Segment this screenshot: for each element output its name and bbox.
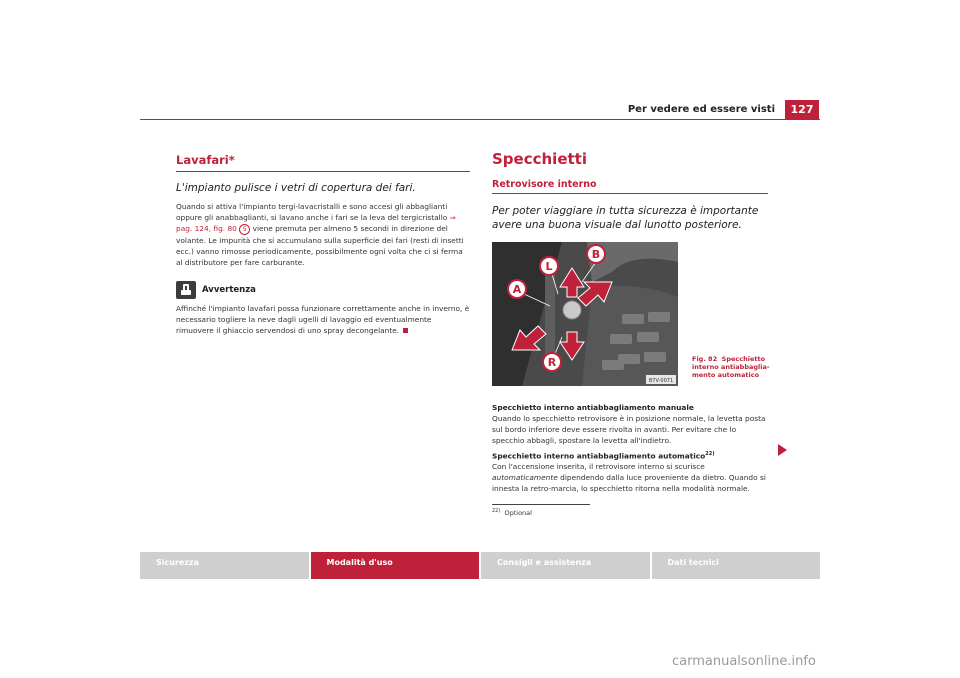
chapter-heading-specchietti: Specchietti <box>492 150 587 168</box>
figure-caption <box>692 355 772 379</box>
note-icon <box>176 281 196 299</box>
section-intro: Per poter viaggiare in tutta sicurezza è importante avere una buona visuale dal lunotto posteriore. <box>492 205 759 231</box>
page-number: 127 <box>785 100 819 120</box>
running-header-title: Per vedere ed essere visti <box>627 104 775 115</box>
footnote-number: 22) <box>492 508 501 515</box>
subsection-title-automatic <box>492 449 768 461</box>
footer-tab-modalita-duso[interactable]: Modalità d'uso <box>311 552 480 579</box>
footer-tab-sicurezza[interactable]: Sicurezza <box>140 552 309 579</box>
paragraph-text: Quando si attiva l'impianto tergi-lavacristalli e sono accesi gli abbaglianti oppure gli anabbaglianti, si lavano anche i fari se la leva del tergicristallo <box>176 202 448 222</box>
figure-caption-text: Specchietto interno antiabbaglia-mento automatico <box>692 355 770 379</box>
footnote-reference[interactable]: 22) <box>705 451 715 457</box>
body-paragraph <box>176 201 470 268</box>
right-column <box>492 150 768 518</box>
section-rule <box>492 193 768 194</box>
section-intro: L'impianto pulisce i vetri di copertura dei fari. <box>176 182 416 194</box>
paragraph-text: dipendendo dalla luce proveniente da dietro. Quando si innesta la retro-marcia, lo specchietto ritorna nella modalità normale. <box>492 473 766 494</box>
watermark: carmanualsonline.info <box>672 654 816 669</box>
figure-code: B7V-0071 <box>648 378 674 384</box>
page-reference-link[interactable]: ⇒ pag. 124, fig. 80 <box>176 213 456 233</box>
footnote <box>492 508 768 517</box>
callout-label-l: L <box>545 260 553 273</box>
callout-label-b: B <box>591 248 601 261</box>
section-rule <box>176 171 470 172</box>
callout-number: 5 <box>239 224 250 235</box>
section-heading-retrovisore: Retrovisore interno <box>492 179 597 190</box>
footer-tab-dati-tecnici[interactable]: Dati tecnici <box>652 552 821 579</box>
paragraph-text: Con l'accensione inserita, il retrovisore interno si scurisce <box>492 462 705 472</box>
subsection-text-manual: Quando lo specchietto retrovisore è in posizione normale, la levetta posta sul bordo inferiore deve essere rivolta in avanti. Per evitare che lo specchio abbagli, spostare la levetta all'indietro. <box>492 414 766 445</box>
note-header <box>176 281 470 299</box>
note-paragraph <box>176 303 470 336</box>
footer-tab-consigli-assistenza[interactable]: Consigli e assistenza <box>481 552 650 579</box>
emphasis-text: automaticamente <box>492 473 558 483</box>
next-page-arrow-icon[interactable] <box>778 444 787 456</box>
paragraph-text: viene premuta per almeno 5 secondi in direzione del volante. Le impurità che si accumulano sulla superficie dei fari (resti di insetti ecc.) vanno rimosse periodicamente, possibilmente ogni volta che ci si ferma al distributore per fare carburante. <box>176 224 464 267</box>
mirror-controls-illustration <box>492 242 678 386</box>
note-text: Affinché l'impianto lavafari possa funzionare correttamente anche in inverno, è necessario togliere la neve dagli ugelli di lavaggio ed eventualmente rimuovere il ghiaccio servendosi di uno spray decongelante. <box>176 303 470 335</box>
subsection-text-automatic <box>492 461 768 494</box>
end-of-section-marker <box>403 328 408 333</box>
figure-number: Fig. 82 <box>692 355 718 363</box>
footnote-text: Optional <box>504 509 532 518</box>
section-heading-lavafari: Lavafari* <box>176 153 235 167</box>
note-title: Avvertenza <box>202 284 256 295</box>
footer-nav <box>140 552 820 579</box>
header-divider <box>140 119 820 120</box>
left-column <box>176 146 470 336</box>
callout-label-r: R <box>547 356 557 369</box>
figure-82 <box>492 242 770 386</box>
subsection-title-text: Specchietto interno antiabbagliamento automatico <box>492 451 706 461</box>
footnote-rule <box>492 504 590 505</box>
subsection-title-manual: Specchietto interno antiabbagliamento manuale <box>492 403 694 412</box>
callout-label-a: A <box>512 283 522 296</box>
